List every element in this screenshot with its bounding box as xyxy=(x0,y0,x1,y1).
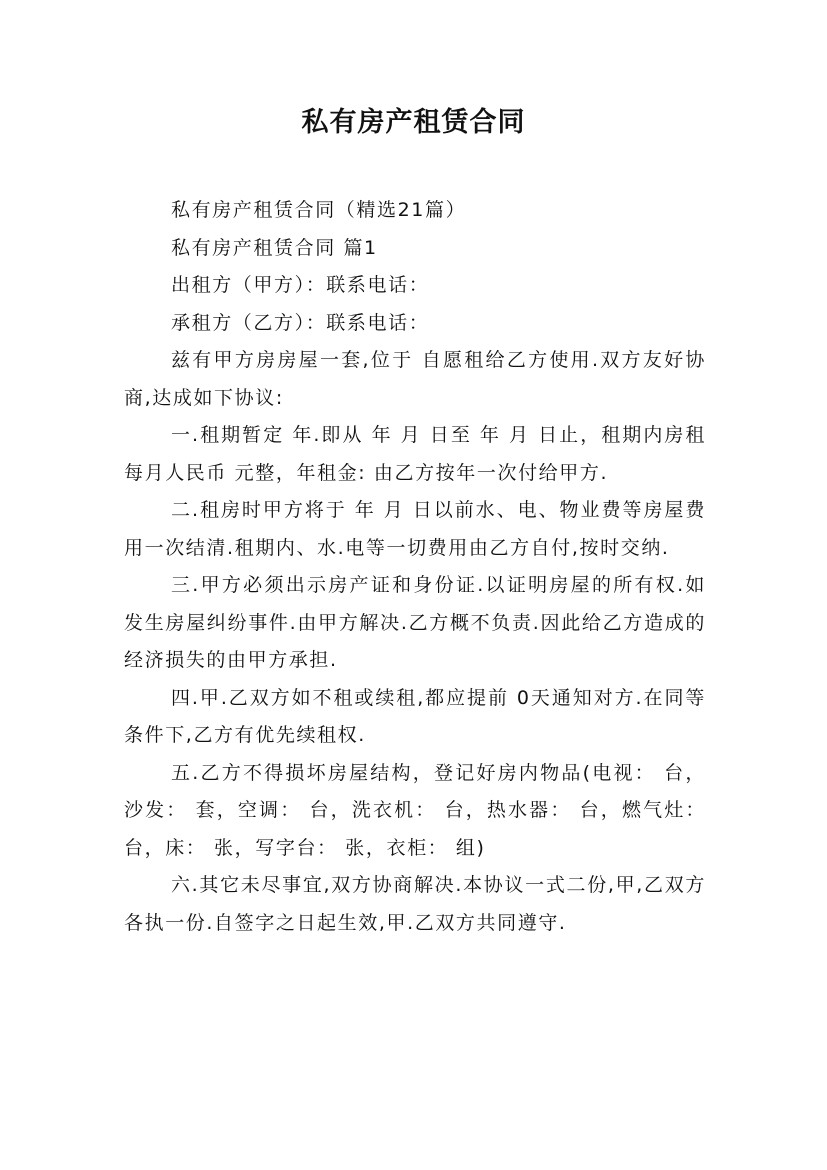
paragraph-subtitle: 私有房产租赁合同（精选21篇） xyxy=(171,199,467,221)
document-body xyxy=(124,192,706,942)
paragraph-clause-4: 四.甲.乙双方如不租或续租,都应提前 0天通知对方.在同等条件下,乙方有优先续租权. xyxy=(124,686,706,746)
paragraph-clause-1: 一.租期暂定 年.即从 年 月 日至 年 月 日止，租期内房租每月人民币 元整，年租金: 由乙方按年一次付给甲方. xyxy=(124,424,706,484)
paragraph-clause-6: 六.其它未尽事宜,双方协商解决.本协议一式二份,甲,乙双方各执一份.自签字之日起生效,甲.乙双方共同遵守. xyxy=(124,874,706,934)
paragraph-clause-5: 五.乙方不得损坏房屋结构，登记好房内物品(电视： 台，沙发： 套，空调： 台，洗衣机： 台，热水器： 台，燃气灶： 台，床： 张，写字台： 张，衣柜： 组) xyxy=(124,761,706,859)
paragraph-clause-2: 二.租房时甲方将于 年 月 日以前水、电、物业费等房屋费用一次结清.租期内、水.电等一切费用由乙方自付,按时交纳. xyxy=(124,499,706,559)
paragraph-section-heading: 私有房产租赁合同 篇1 xyxy=(171,236,378,259)
paragraph-lessee: 承租方（乙方）：联系电话： xyxy=(171,311,430,334)
paragraph-clause-3: 三.甲方必须出示房产证和身份证.以证明房屋的所有权.如发生房屋纠纷事件.由甲方解决.乙方概不负责.因此给乙方造成的经济损失的由甲方承担. xyxy=(124,574,706,671)
document-title: 私有房产租赁合同 xyxy=(301,107,526,138)
paragraph-lessor: 出租方（甲方）：联系电话： xyxy=(171,274,430,296)
paragraph-intro: 兹有甲方房房屋一套,位于 自愿租给乙方使用.双方友好协商,达成如下协议: xyxy=(124,349,706,409)
